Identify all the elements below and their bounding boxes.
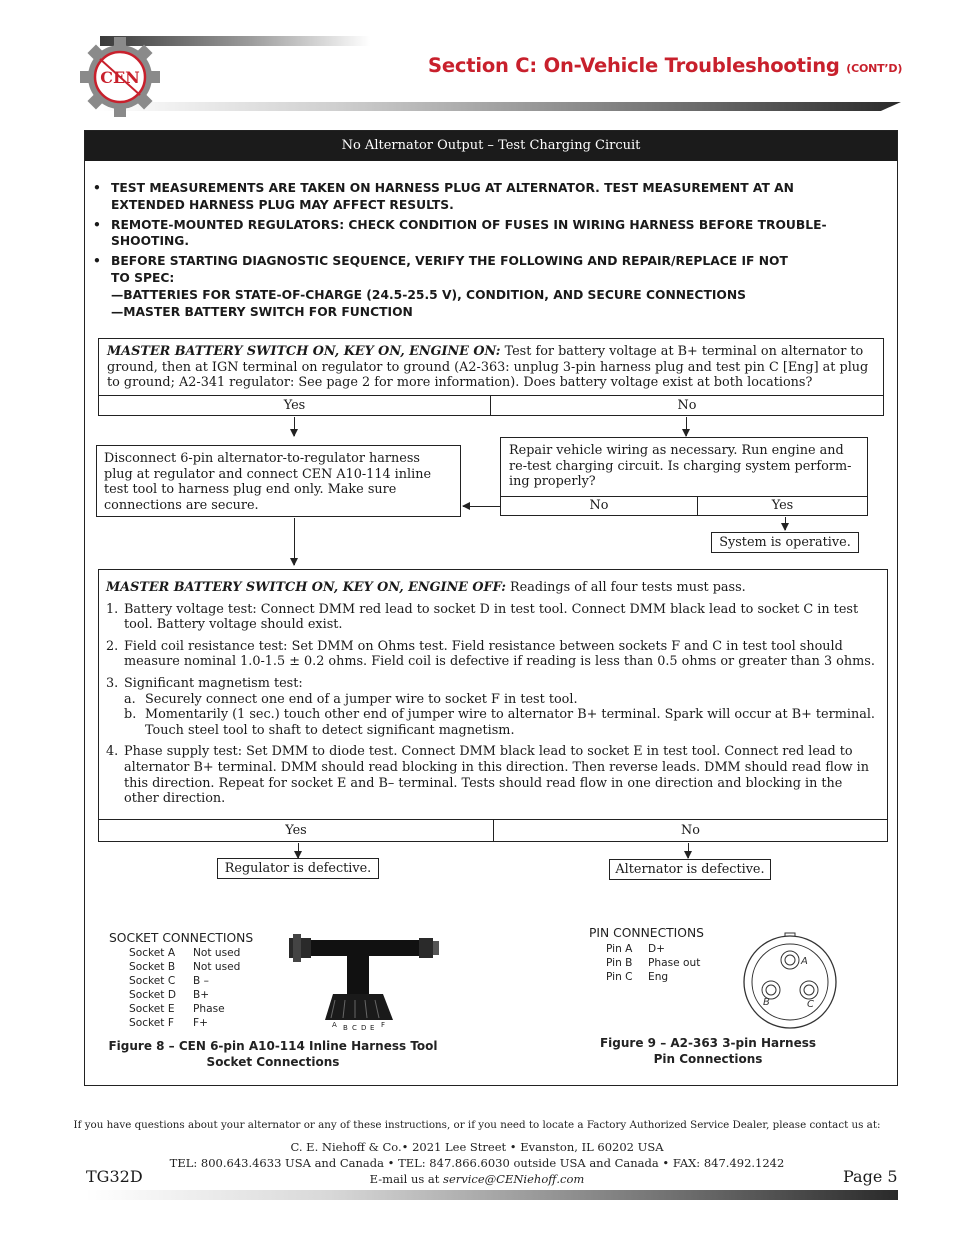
footer-page-number: Page 5 xyxy=(843,1167,898,1186)
bullet-line: —MASTER BATTERY SWITCH FOR FUNCTION xyxy=(111,304,413,319)
arrow-step1-yes xyxy=(294,417,295,436)
footer-email-line xyxy=(0,1172,954,1186)
test-text: Battery voltage test: Connect DMM red lead to socket D in test tool. Connect DMM black lead to socket C in test tool. Battery voltage should exist. xyxy=(124,601,859,633)
flowchart-heading: No Alternator Output – Test Charging Circuit xyxy=(85,131,897,161)
test-number: 3. xyxy=(106,675,119,691)
bullet-line: BEFORE STARTING DIAGNOSTIC SEQUENCE, VERIFY THE FOLLOWING AND REPAIR/REPLACE IF NOT xyxy=(111,254,788,269)
subitem-letter: a. xyxy=(124,691,136,707)
arrow-step1-no xyxy=(686,417,687,436)
repair-wiring-box: Repair vehicle wiring as necessary. Run engine and re-test charging circuit. Is charging system perform-ing properly? xyxy=(500,437,868,497)
socket-row xyxy=(129,1002,240,1016)
bullet-line: TO SPEC: xyxy=(111,270,175,285)
socket-row xyxy=(129,974,240,988)
tool-letter-d: D xyxy=(361,1024,367,1030)
alternator-defective-box: Alternator is defective. xyxy=(609,859,771,880)
subitem-text: Momentarily (1 sec.) touch other end of jumper wire to alternator B+ terminal. Spark will occur at B+ terminal. Touch steel tool to shaft to detect significant magnetism. xyxy=(145,707,876,738)
pin-letter-a: A xyxy=(801,956,808,967)
socket-row xyxy=(129,960,240,974)
bullet-symbol: • xyxy=(93,217,101,232)
page-title-suffix: (CONT’D) xyxy=(846,62,903,75)
footer-email-prefix: E-mail us at xyxy=(369,1172,444,1186)
socket-value: Not used xyxy=(193,947,241,959)
test-number: 2. xyxy=(106,638,119,654)
bullet-item xyxy=(93,253,883,320)
header-bar-bottom xyxy=(96,102,901,111)
figure9-caption-line: Pin Connections xyxy=(653,1052,763,1066)
arrow-step2-yes xyxy=(298,843,299,858)
test-text: Significant magnetism test: xyxy=(124,675,303,691)
figure8-caption xyxy=(100,1038,446,1070)
figure8-caption-line: Figure 8 – CEN 6-pin A10-114 Inline Harness Tool xyxy=(108,1039,438,1053)
test-number: 4. xyxy=(106,744,119,760)
socket-value: F+ xyxy=(193,1017,208,1029)
cen-gear-logo xyxy=(78,35,162,119)
pin-row xyxy=(606,956,700,970)
bullet-symbol: • xyxy=(93,181,101,195)
arrow-repair-yes xyxy=(785,517,786,530)
bullet-line: TEST MEASUREMENTS ARE TAKEN ON HARNESS PLUG AT ALTERNATOR. TEST MEASUREMENT AT AN xyxy=(111,181,794,195)
socket-value: Not used xyxy=(193,961,241,973)
test-list xyxy=(106,602,881,807)
pin-connections-table xyxy=(606,942,700,984)
logo-lettering: CEN xyxy=(100,68,140,87)
figure9-caption-line: Figure 9 – A2-363 3-pin Harness xyxy=(599,1036,816,1050)
arrow-step2-no xyxy=(688,843,689,858)
pin-value: Phase out xyxy=(648,957,701,969)
repair-no: No xyxy=(500,496,698,516)
precondition-bullets xyxy=(93,180,883,323)
socket-label: Socket D xyxy=(129,989,176,1001)
socket-value: B+ xyxy=(193,989,210,1001)
test-item xyxy=(106,744,881,806)
tool-letter-f: F xyxy=(381,1021,386,1029)
test-subitem xyxy=(124,692,881,708)
socket-row xyxy=(129,988,240,1002)
step1-box xyxy=(98,338,884,396)
step2-text: Readings of all four tests must pass. xyxy=(505,580,746,595)
test-item xyxy=(106,676,881,738)
pin-connections-title: PIN CONNECTIONS xyxy=(589,926,704,940)
pin-value: D+ xyxy=(648,943,666,955)
page-title-text: Section C: On-Vehicle Troubleshooting xyxy=(428,54,840,77)
pin-letter-c: C xyxy=(807,999,814,1010)
footer-phones: TEL: 800.643.4633 USA and Canada • TEL: 847.866.6030 outside USA and Canada • FAX: 847.492.1242 xyxy=(169,1156,785,1170)
socket-row xyxy=(129,946,240,960)
regulator-defective-box: Regulator is defective. xyxy=(217,858,379,879)
test-subitem xyxy=(124,707,881,738)
step2-box xyxy=(98,569,888,820)
footer-address: C. E. Niehoff & Co.• 2021 Lee Street • Evanston, IL 60202 USA xyxy=(290,1140,664,1154)
system-operative-box: System is operative. xyxy=(711,532,859,553)
test-text: Field coil resistance test: Set DMM on Ohms test. Field resistance between sockets F and C in test tool should measure nominal 1.0-1.5 ± 0.2 ohms. Field coil is defective if reading is less than 0.5 ohms or greater than 3 ohms. xyxy=(124,638,875,670)
socket-label: Socket C xyxy=(129,975,176,987)
bullet-item xyxy=(93,180,883,214)
socket-label: Socket E xyxy=(129,1003,175,1015)
step2-intro xyxy=(106,580,881,596)
socket-row xyxy=(129,1016,240,1030)
pin-label: Pin A xyxy=(606,943,633,955)
arrow-repair-no xyxy=(463,506,500,507)
step1-no: No xyxy=(490,395,884,416)
pin-row xyxy=(606,942,700,956)
socket-value: Phase xyxy=(193,1003,225,1015)
test-item xyxy=(106,602,881,633)
disconnect-harness-box: Disconnect 6-pin alternator-to-regulator harness plug at regulator and connect CEN A10-114 inline test tool to harness plug end only. Make sure connections are secure. xyxy=(96,445,461,517)
step2-no: No xyxy=(493,819,888,842)
bullet-line: —BATTERIES FOR STATE-OF-CHARGE (24.5-25.5 V), CONDITION, AND SECURE CONNECTIONS xyxy=(111,287,747,302)
repair-yes: Yes xyxy=(697,496,868,516)
footer-bar xyxy=(86,1190,898,1200)
pin-label: Pin C xyxy=(606,971,633,983)
pin-row xyxy=(606,970,700,984)
pin-letter-b: B xyxy=(763,997,770,1008)
socket-label: Socket B xyxy=(129,961,176,973)
bullet-line: REMOTE-MOUNTED REGULATORS: CHECK CONDITION OF FUSES IN WIRING HARNESS BEFORE TROUBLE- xyxy=(111,217,827,232)
figure9-caption xyxy=(586,1035,830,1067)
three-pin-harness-illustration xyxy=(738,930,838,1030)
test-item xyxy=(106,639,881,670)
pin-value: Eng xyxy=(648,971,669,983)
tool-letter-a: A xyxy=(332,1021,337,1029)
step1-text: Test for battery voltage at B+ terminal on alternator to ground, then at IGN terminal on regulator to ground (A2-363: unplug 3-pin harness plug and test pin C [Eng] at plug to ground; A2-341 regulator: See page 2 for more information). Does battery voltage exist at both locations? xyxy=(107,344,869,391)
step1-yes: Yes xyxy=(98,395,491,416)
footer-doc-code: TG32D xyxy=(86,1167,143,1186)
bullet-line: SHOOTING. xyxy=(111,234,190,249)
tool-letter-c: C xyxy=(352,1024,357,1030)
tool-letter-e: E xyxy=(370,1024,375,1030)
pin-label: Pin B xyxy=(606,957,633,969)
page-title xyxy=(428,54,902,77)
socket-label: Socket F xyxy=(129,1017,174,1029)
inline-harness-tool-illustration xyxy=(285,924,445,1030)
step2-lead: MASTER BATTERY SWITCH ON, KEY ON, ENGINE OFF: xyxy=(106,580,506,595)
subitem-letter: b. xyxy=(124,707,137,723)
socket-label: Socket A xyxy=(129,947,176,959)
footer-email-link[interactable]: service@CENiehoff.com xyxy=(443,1172,585,1186)
test-number: 1. xyxy=(106,601,119,617)
subitem-text: Securely connect one end of a jumper wire to socket F in test tool. xyxy=(145,691,578,707)
bullet-line: EXTENDED HARNESS PLUG MAY AFFECT RESULTS. xyxy=(111,197,454,212)
bullet-symbol: • xyxy=(93,254,101,269)
bullet-item xyxy=(93,217,883,251)
arrow-disconnect-down xyxy=(294,518,295,565)
step2-yes: Yes xyxy=(98,819,494,842)
figure8-caption-line: Socket Connections xyxy=(206,1055,340,1069)
socket-connections-table xyxy=(129,946,240,1030)
footer-contact-note: If you have questions about your alternator or any of these instructions, or if you need to locate a Factory Authorized Service Dealer, please contact us at: xyxy=(73,1119,881,1131)
test-text: Phase supply test: Set DMM to diode test. Connect DMM black lead to socket E in test tool. Connect red lead to alternator B+ terminal. DMM should read blocking in this direction. Then reverse leads. DMM should read flow in this direction. Repeat for socket E and B– terminal. Tests should read flow in one direction and blocking in the other direction. xyxy=(124,744,869,807)
socket-value: B – xyxy=(193,975,209,987)
step1-lead: MASTER BATTERY SWITCH ON, KEY ON, ENGINE ON: xyxy=(107,344,501,359)
socket-connections-title: SOCKET CONNECTIONS xyxy=(109,931,254,945)
tool-letter-b: B xyxy=(343,1024,348,1030)
